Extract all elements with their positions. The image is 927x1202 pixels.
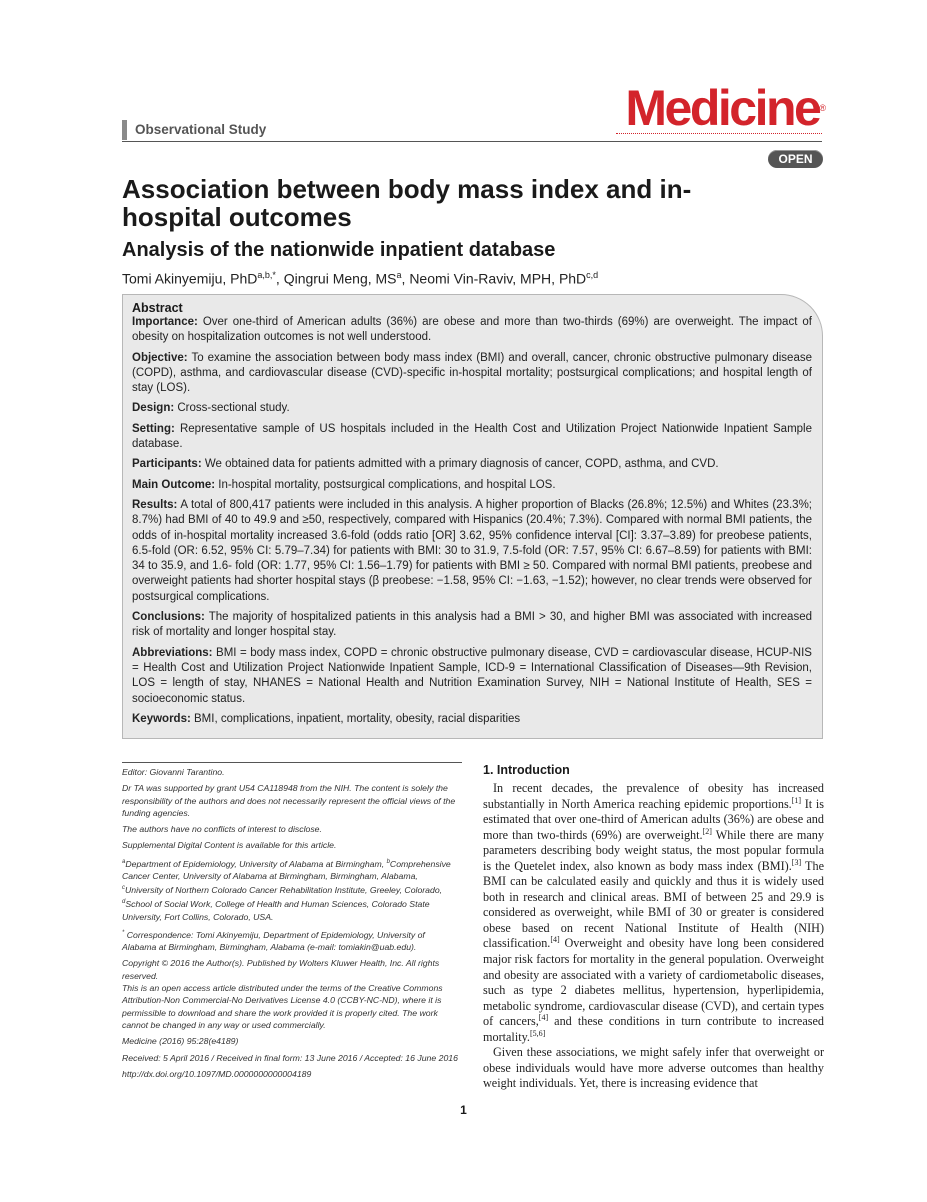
footnote-copyright: Copyright © 2016 the Author(s). Published by Wolters Kluwer Health, Inc. All rights reserved. bbox=[122, 958, 440, 981]
citation-reference[interactable]: [1] bbox=[791, 795, 802, 805]
abstract-section bbox=[132, 478, 812, 493]
abstract-section-text: Over one-third of American adults (36%) are obese and more than two-thirds (69%) are overweight. The impact of obesity on hospitalization outcomes is not well understood. bbox=[132, 316, 812, 344]
introduction-heading: 1. Introduction bbox=[483, 763, 570, 777]
abstract-section bbox=[132, 457, 812, 472]
footnote-affiliations bbox=[122, 856, 458, 923]
abstract-section-text: In-hospital mortality, postsurgical complications, and hospital LOS. bbox=[218, 478, 556, 491]
footnote-conflicts: The authors have no conflicts of interest to disclose. bbox=[122, 824, 322, 835]
author-affiliation-marker: a,b,* bbox=[257, 270, 276, 280]
author-list: Tomi Akinyemiju, PhD$^{a,b,*}$, Qingrui Meng, $MS^a$, Neomi Vin-Raviv, MPH, PhD$^{c,d}$ bbox=[122, 270, 599, 287]
abstract-section-text: A total of 800,417 patients were included in this analysis. A higher proportion of Blacks (26.8%; 12.5%) and Whites (23.3%; 8.7%) had BMI of 40 to 49.9 and ≥50, respectively, compared with Hispanics (20.4%; 7.3%). Compared with normal BMI patients, the odds of in-hospital mortality increased 3.6-fold (odds ratio [OR] 3.62, 95% confidence interval [CI]: 3.37–3.89) for preobese patients, 6.5-fold (OR: 6.52, 95% CI: 5.79–7.34) for patients with BMI: 30 to 31.9, 7.5-fold (OR: 7.57, 95% CI: 6.67–8.59) for patients with BMI: 34 to 35.9, and 1.6- fold (OR: 1.77, 95% CI: 1.56–1.79) for patients with BMI ≥ 50. Compared with normal BMI patients, preobese and overweight patients had shorter hospital stays (β preobese: −1.58, 95% CI: −1.63, −1.52); however, no clear trends were observed for postsurgical complications. bbox=[132, 498, 812, 603]
abstract-section-label: Objective: bbox=[132, 351, 188, 364]
registered-mark: ® bbox=[819, 103, 826, 113]
affiliation-marker: a bbox=[122, 858, 126, 865]
correspondence-marker: * bbox=[122, 929, 125, 936]
citation-reference[interactable]: [2] bbox=[702, 826, 712, 836]
introduction-text-run: Overweight and obesity have long been considered major risk factors for mortality in the general population. Overweight and obesity are associated with a variety of cardiometabolic diseases, such as type 2 diabetes mellitus, hypertension, hyperlipidemia, metabolic syndrome, cardiovascular disease (CVD), and certain types of cancers, bbox=[483, 936, 824, 1029]
abstract-section-label: Keywords: bbox=[132, 712, 191, 725]
abstract-section-text: Cross-sectional study. bbox=[177, 402, 290, 415]
footnote-doi[interactable]: http://dx.doi.org/10.1097/MD.0000000000004189 bbox=[122, 1068, 312, 1079]
abstract-section bbox=[132, 315, 812, 346]
affiliation-marker: d bbox=[122, 899, 126, 906]
abstract-section-text: We obtained data for patients admitted with a primary diagnosis of cancer, COPD, asthma, and CVD. bbox=[204, 458, 719, 471]
author-name[interactable]: Tomi Akinyemiju, PhD bbox=[122, 270, 258, 287]
footnote-received: Received: 5 April 2016 / Received in final form: 13 June 2016 / Accepted: 16 June 2016 bbox=[122, 1052, 458, 1063]
affiliation-text: Comprehensive Cancer Center, University of Alabama at Birmingham, Birmingham, Alabama, bbox=[122, 858, 451, 881]
abstract-section bbox=[132, 610, 812, 641]
introduction-paragraph-2: Given these associations, we might safely infer that overweight or obese individuals would have more adverse outcomes than healthy weight individuals. Yet, there is increasing evidence that bbox=[483, 1045, 824, 1091]
abstract-section-label: Abbreviations: bbox=[132, 646, 213, 659]
correspondence-text: Correspondence: Tomi Akinyemiju, Department of Epidemiology, University of Alabama at Birmingham, Birmingham, Alabama (e-mail: tomiakin@uab.edu). bbox=[122, 929, 425, 953]
abstract-section bbox=[132, 422, 812, 453]
footnote-supplemental: Supplemental Digital Content is available for this article. bbox=[122, 840, 337, 851]
logo-dotted-underline bbox=[616, 133, 822, 134]
introduction-paragraph-1 bbox=[483, 781, 824, 1045]
citation-reference[interactable]: [4] bbox=[538, 1013, 549, 1023]
abstract-sections bbox=[132, 315, 812, 727]
abstract-section-label: Importance: bbox=[132, 316, 198, 328]
page-number: 1 bbox=[460, 1103, 467, 1117]
abstract-section-text: BMI, complications, inpatient, mortality, obesity, racial disparities bbox=[194, 712, 521, 725]
footnote-rule bbox=[122, 762, 462, 763]
footnote-correspondence bbox=[122, 927, 458, 953]
introduction-text-run: and these conditions in turn contribute to increased mortality. bbox=[483, 1014, 825, 1044]
author-name[interactable]: Qingrui Meng, MS bbox=[283, 270, 397, 287]
introduction-text-run: The BMI can be calculated easily and quickly and thus it is widely used both in research and clinical areas. BMI of between 25 and 29.9 is considered as overweight, while BMI of 30 or greater is considered obese based on recent National Institute of Health (NIH) classification. bbox=[483, 858, 824, 951]
article-subtitle: Analysis of the nationwide inpatient database bbox=[122, 239, 556, 261]
abstract-heading: Abstract bbox=[132, 301, 183, 315]
abstract-box bbox=[122, 294, 823, 739]
footnote-editor: Editor: Giovanni Tarantino. bbox=[122, 767, 225, 777]
article-title: Association between body mass index and in-hospital outcomes bbox=[122, 174, 692, 232]
introduction-text-run: It is estimated that over one-third of American adults (36%) are obese and more than two-thirds (69%) are overweight. bbox=[483, 796, 824, 842]
affiliation-text: School of Social Work, College of Health and Human Sciences, Colorado State University, Fort Collins, Colorado, USA. bbox=[122, 899, 430, 922]
abstract-section-text: The majority of hospitalized patients in this analysis had a BMI > 30, and higher BMI was associated with increased risk of mortality and longer hospital stay. bbox=[132, 611, 812, 639]
journal-logo bbox=[612, 78, 826, 138]
abstract-section bbox=[132, 351, 812, 397]
abstract-section-label: Design: bbox=[132, 402, 175, 415]
footnote-citation: Medicine (2016) 95:28(e4189) bbox=[122, 1036, 239, 1047]
footnote-funding: Dr TA was supported by grant U54 CA118948 from the NIH. The content is solely the responsibility of the authors and does not necessarily represent the official views of the funding agencies. bbox=[122, 783, 456, 818]
abstract-section-label: Participants: bbox=[132, 458, 202, 471]
introduction-body bbox=[483, 781, 824, 1092]
citation-reference[interactable]: [4] bbox=[550, 935, 560, 945]
footnotes bbox=[122, 766, 458, 1084]
abstract-section-label: Conclusions: bbox=[132, 611, 205, 624]
abstract-section-text: BMI = body mass index, COPD = chronic obstructive pulmonary disease, CVD = cardiovascular disease, HCUP-NIS = Health Cost and Utilization Project Nationwide Inpatient Sample, ICD-9 = International Classification of Diseases—9th Revision, LOS = length of stay, NHANES = National Health and Nutrition Examination Survey, NIH = National Institute of Health, SES = socioeconomic status. bbox=[132, 646, 812, 705]
abstract-section-text: To examine the association between body mass index (BMI) and overall, cancer, chronic obstructive pulmonary disease (COPD), asthma, and cardiovascular disease (CVD)-specific in-hospital mortality; postsurgical complications; and hospital length of stay (LOS). bbox=[132, 351, 812, 395]
abstract-section bbox=[132, 401, 812, 416]
citation-reference[interactable]: [5,6] bbox=[529, 1028, 546, 1038]
abstract-section-label: Main Outcome: bbox=[132, 478, 216, 491]
author-name[interactable]: Neomi Vin-Raviv, MPH, PhD bbox=[409, 270, 587, 287]
affiliation-text: University of Northern Colorado Cancer Rehabilitation Institute, Greeley, Colorado, bbox=[125, 885, 443, 896]
affiliation-marker: c bbox=[122, 885, 125, 892]
citation-reference[interactable]: [3] bbox=[791, 857, 802, 867]
author-affiliation-marker: c,d bbox=[586, 270, 599, 280]
abstract-section-label: Results: bbox=[132, 498, 178, 511]
footnote-license: This is an open access article distributed under the terms of the Creative Commons Attribution-Non Commercial-No Derivatives License 4.0 (CCBY-NC-ND), where it is permissible to download and share the work provided it is properly cited. The work cannot be changed in any way or used commercially. bbox=[122, 983, 443, 1030]
introduction-text-run: While there are many parameters describing body weight status, the most popular formula is the Quetelet index, also known as body mass index (BMI). bbox=[483, 827, 824, 873]
abstract-section-text: Representative sample of US hospitals included in the Health Cost and Utilization Project Nationwide Inpatient Sample database. bbox=[132, 422, 812, 451]
header-rule bbox=[122, 141, 822, 142]
abstract-section bbox=[132, 498, 812, 605]
affiliation-marker: b bbox=[386, 858, 390, 865]
affiliation-text: Department of Epidemiology, University of Alabama at Birmingham, bbox=[125, 858, 385, 869]
author-affiliation-marker: a bbox=[396, 270, 402, 280]
section-label: Observational Study bbox=[122, 120, 266, 140]
abstract-section bbox=[132, 712, 812, 727]
abstract-section bbox=[132, 646, 812, 707]
journal-name: Medicine bbox=[625, 80, 820, 136]
open-access-badge: OPEN bbox=[768, 150, 823, 168]
introduction-text-run: In recent decades, the prevalence of obesity has increased substantially in North America reaching epidemic proportions. bbox=[483, 781, 824, 811]
abstract-section-label: Setting: bbox=[132, 422, 175, 435]
